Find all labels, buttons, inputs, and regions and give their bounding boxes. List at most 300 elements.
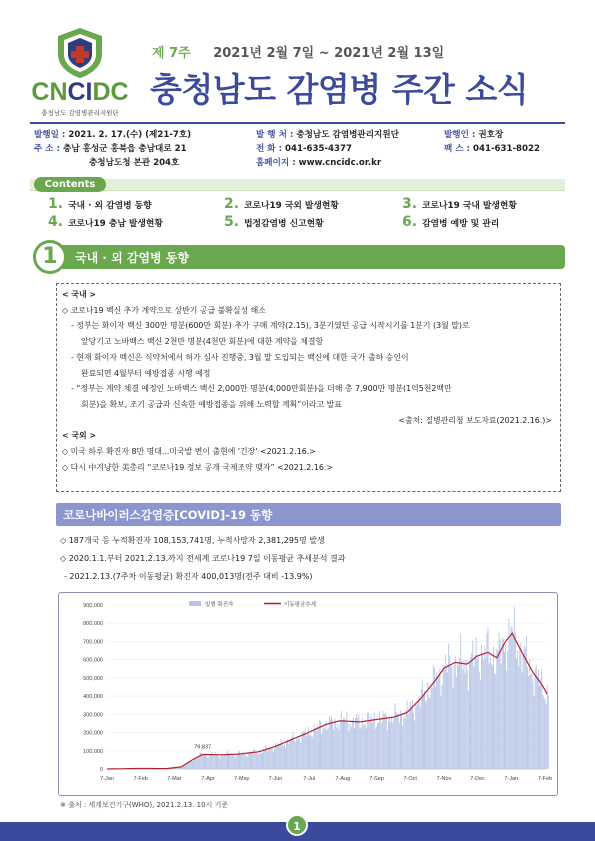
daily-bar — [457, 664, 458, 769]
daily-bar — [363, 726, 364, 769]
divider — [30, 122, 565, 124]
daily-bar — [252, 754, 253, 769]
daily-bar — [446, 666, 447, 769]
daily-bar — [418, 701, 419, 769]
y-tick-label: 900,000 — [83, 603, 103, 609]
daily-bar — [228, 754, 229, 769]
daily-bar — [261, 753, 262, 769]
daily-bar — [304, 732, 305, 769]
daily-bar — [340, 721, 341, 769]
daily-bar — [283, 746, 284, 769]
daily-bar — [501, 664, 502, 769]
daily-bar — [389, 717, 390, 769]
daily-bar — [420, 707, 421, 769]
daily-bar — [278, 744, 279, 769]
homepage-label: 홈페이지 : — [256, 158, 296, 168]
daily-bar — [292, 737, 293, 769]
daily-bar — [461, 661, 462, 769]
toc-item-1[interactable]: 1. 국내 · 외 감염병 동향 — [48, 196, 152, 212]
y-tick-label: 200,000 — [83, 730, 103, 737]
daily-bar — [364, 724, 365, 769]
daily-bar — [421, 689, 422, 769]
daily-bar — [482, 653, 483, 769]
daily-bar — [352, 720, 353, 769]
daily-bar — [353, 718, 354, 769]
daily-bar — [374, 713, 375, 769]
daily-bar — [199, 757, 200, 769]
news-box — [56, 283, 561, 492]
toc-item-4[interactable]: 4. 코로나19 충남 발생현황 — [48, 214, 163, 230]
daily-bar — [496, 649, 497, 769]
daily-bar — [347, 723, 348, 769]
daily-bar — [530, 675, 531, 769]
daily-bar — [399, 722, 400, 769]
daily-bar — [295, 742, 296, 769]
news-line: - 현재 화이자 백신은 식약처에서 허가 심사 진행중, 3월 말 도입되는 백신에 대한 국가 출하 승인이 — [71, 352, 409, 362]
daily-bar — [349, 731, 350, 769]
daily-bar — [396, 712, 397, 769]
daily-bar — [523, 654, 524, 769]
daily-bar — [485, 657, 486, 769]
daily-bar — [181, 767, 182, 769]
daily-bar — [436, 672, 437, 769]
daily-bar — [369, 720, 370, 769]
daily-bar — [488, 628, 489, 769]
overseas-item: ◇ 미국 하루 확진자 8만 명대...미국발 변이 출현에 '긴장' <2021.2.16.> — [62, 447, 316, 457]
domestic-heading: < 국내 > — [62, 290, 96, 299]
daily-bar — [539, 686, 540, 769]
daily-bar — [392, 723, 393, 769]
daily-bar — [545, 699, 546, 769]
publisher: 충청남도 감염병관리지원단 — [296, 130, 399, 140]
y-tick-label: 600,000 — [83, 657, 103, 664]
daily-bar — [426, 700, 427, 769]
daily-bar — [294, 740, 295, 769]
daily-bar — [400, 710, 401, 769]
daily-bar — [259, 754, 260, 769]
daily-bar — [303, 731, 304, 769]
daily-bar — [365, 725, 366, 769]
daily-bar — [207, 758, 208, 769]
daily-bar — [439, 668, 440, 769]
daily-bar — [190, 761, 191, 769]
daily-bar — [387, 730, 388, 769]
daily-bar — [522, 672, 523, 769]
daily-bar — [405, 710, 406, 769]
daily-bar — [460, 634, 461, 769]
issuer-label: 발행인 : — [444, 130, 476, 140]
daily-bar — [269, 747, 270, 769]
daily-bar — [326, 721, 327, 769]
fax-label: 팩 스 : — [444, 144, 471, 154]
daily-bar — [216, 754, 217, 769]
x-tick-label: 7-Nov — [436, 776, 452, 782]
daily-bar — [192, 761, 193, 769]
daily-bar — [258, 754, 259, 769]
daily-bar — [343, 718, 344, 769]
daily-bar — [322, 729, 323, 769]
daily-bar — [357, 718, 358, 769]
daily-bar — [328, 728, 329, 769]
daily-bar — [260, 750, 261, 769]
y-tick-label: 300,000 — [83, 712, 103, 719]
daily-bar — [535, 668, 536, 769]
legend-label: 일별 확진자 — [205, 602, 234, 608]
daily-bar — [378, 723, 379, 769]
daily-bar — [366, 728, 367, 769]
daily-bar — [547, 685, 548, 769]
daily-bar — [282, 743, 283, 769]
contents-bar — [30, 179, 565, 191]
daily-bar — [251, 751, 252, 769]
daily-bar — [520, 643, 521, 769]
daily-bar — [491, 663, 492, 769]
daily-bar — [301, 733, 302, 769]
daily-bar — [196, 758, 197, 769]
daily-bar — [240, 755, 241, 769]
daily-bar — [193, 761, 194, 769]
fax: 041-631-8022 — [473, 144, 540, 154]
daily-bar — [534, 696, 535, 769]
daily-bar — [266, 747, 267, 769]
x-tick-label: 7-Jul — [303, 776, 316, 782]
daily-bar — [234, 755, 235, 769]
daily-bar — [362, 718, 363, 769]
daily-bar — [262, 753, 263, 769]
daily-bar — [525, 648, 526, 769]
daily-bar — [370, 716, 371, 769]
daily-bar — [230, 755, 231, 769]
daily-bar — [416, 705, 417, 769]
daily-bar — [214, 756, 215, 769]
daily-bar — [444, 670, 445, 769]
daily-bar — [493, 647, 494, 769]
daily-bar — [411, 707, 412, 769]
daily-bar — [524, 646, 525, 769]
daily-bar — [546, 704, 547, 769]
daily-bar — [310, 735, 311, 769]
date-range: 2021년 2월 7일 ~ 2021년 2월 13일 — [213, 46, 445, 61]
daily-bar — [375, 729, 376, 769]
daily-bar — [477, 659, 478, 769]
daily-bar — [466, 659, 467, 769]
daily-bar — [337, 728, 338, 769]
daily-bar — [455, 656, 456, 769]
daily-bar — [314, 724, 315, 769]
daily-bar — [432, 689, 433, 769]
daily-bar — [391, 716, 392, 769]
daily-bar — [204, 755, 205, 769]
daily-bar — [376, 727, 377, 769]
daily-bar — [538, 669, 539, 769]
daily-bar — [272, 748, 273, 769]
daily-bar — [286, 741, 287, 769]
daily-bar — [298, 736, 299, 769]
daily-bar — [311, 736, 312, 769]
toc-item-5[interactable]: 5. 법정감염병 신고현황 — [224, 214, 324, 230]
daily-bar — [186, 764, 187, 769]
daily-bar — [195, 759, 196, 769]
daily-bar — [528, 676, 529, 769]
daily-bar — [209, 754, 210, 769]
y-tick-label: 500,000 — [83, 675, 103, 682]
daily-bar — [512, 628, 513, 769]
daily-bar — [505, 645, 506, 769]
daily-bar — [410, 702, 411, 769]
daily-bar — [320, 721, 321, 769]
daily-bar — [263, 749, 264, 769]
issuer: 권호장 — [478, 130, 504, 140]
y-tick-label: 700,000 — [83, 639, 103, 646]
daily-bar — [257, 753, 258, 769]
daily-bar — [430, 698, 431, 769]
x-tick-label: 7-May — [234, 776, 250, 782]
daily-bar — [515, 633, 516, 769]
daily-bar — [381, 723, 382, 769]
daily-bar — [373, 718, 374, 769]
daily-bar — [506, 671, 507, 769]
daily-bar — [332, 720, 333, 769]
daily-bar — [291, 738, 292, 769]
daily-bar — [409, 709, 410, 769]
daily-bar — [404, 718, 405, 769]
daily-bar — [229, 755, 230, 769]
daily-bar — [467, 669, 468, 769]
daily-bar — [510, 638, 511, 769]
x-tick-label: 7-Sep — [369, 776, 384, 782]
daily-bar — [397, 714, 398, 769]
daily-bar — [344, 718, 345, 769]
daily-bar — [309, 736, 310, 769]
daily-bar — [484, 646, 485, 769]
daily-bar — [504, 652, 505, 769]
daily-bar — [548, 696, 549, 769]
daily-bar — [296, 737, 297, 769]
daily-bar — [372, 723, 373, 769]
daily-bar — [494, 673, 495, 769]
y-tick-label: 800,000 — [83, 621, 103, 628]
daily-bar — [456, 677, 457, 769]
summary-bullet: - 2021.2.13.(7주차 이동평균) 확진자 400,013명(전주 대비 -13.9%) — [64, 572, 313, 581]
daily-bar — [285, 748, 286, 769]
section-2-title: 코로나바이러스감염증[COVID]-19 동향 — [63, 508, 273, 522]
daily-bar — [277, 742, 278, 769]
daily-bar — [355, 718, 356, 769]
daily-bar — [443, 665, 444, 769]
daily-bar — [431, 687, 432, 769]
section-1-number: 1 — [33, 240, 67, 274]
news-line: ◇ 코로나19 백신 추가 계약으로 상반기 공급 불확실성 해소 — [62, 305, 266, 315]
daily-bar — [297, 740, 298, 769]
page-title: 충청남도 감염병 주간 소식 — [150, 70, 529, 109]
toc-item-2[interactable]: 2. 코로나19 국외 발생현황 — [224, 196, 339, 212]
daily-bar — [483, 660, 484, 769]
overseas-heading: < 국외 > — [62, 431, 96, 441]
daily-bar — [318, 727, 319, 769]
daily-bar — [450, 666, 451, 769]
daily-bar — [462, 670, 463, 769]
homepage-link[interactable]: www.cncidc.or.kr — [298, 158, 382, 168]
x-tick-label: 7-Feb — [537, 776, 553, 782]
daily-bar — [497, 651, 498, 769]
daily-bar — [380, 718, 381, 769]
daily-bar — [317, 724, 318, 769]
news-line: 회분)을 확보, 조기 공급과 신속한 예방접종을 위해 노력할 계획”이라고 발표 — [81, 399, 342, 409]
x-tick-label: 7-Jun — [268, 776, 283, 782]
daily-bar — [305, 729, 306, 769]
shield-icon — [52, 26, 108, 80]
daily-bar — [342, 721, 343, 769]
daily-bar — [401, 714, 402, 769]
daily-bar — [220, 755, 221, 769]
daily-bar — [428, 698, 429, 769]
x-tick-label: 7-Oct — [403, 776, 417, 782]
daily-bar — [388, 721, 389, 769]
daily-bar — [197, 757, 198, 769]
daily-bar — [203, 754, 204, 769]
daily-bar — [514, 607, 515, 769]
daily-bar — [435, 687, 436, 769]
daily-bar — [479, 672, 480, 769]
daily-bar — [519, 648, 520, 769]
y-tick-label: 0 — [99, 767, 103, 773]
daily-bar — [219, 758, 220, 769]
daily-bar — [473, 666, 474, 769]
daily-bar — [527, 667, 528, 769]
week-label: 제 7주 — [152, 46, 191, 61]
daily-bar — [503, 639, 504, 769]
daily-bar — [356, 714, 357, 769]
daily-bar — [407, 700, 408, 769]
daily-bar — [468, 691, 469, 769]
daily-bar — [442, 685, 443, 769]
daily-bar — [211, 755, 212, 769]
x-tick-label: 7-Dec — [470, 776, 485, 782]
publisher-label: 발 행 처 : — [256, 130, 294, 140]
y-tick-label: 400,000 — [83, 694, 103, 701]
daily-bar — [217, 754, 218, 769]
daily-bar — [208, 756, 209, 769]
daily-bar — [427, 682, 428, 769]
daily-bar — [408, 714, 409, 769]
daily-bar — [248, 752, 249, 769]
daily-bar — [438, 675, 439, 769]
daily-bar — [339, 730, 340, 769]
daily-bar — [447, 673, 448, 769]
y-tick-label: 100,000 — [83, 748, 103, 755]
daily-bar — [531, 673, 532, 769]
daily-bar — [247, 757, 248, 769]
daily-bar — [537, 676, 538, 769]
daily-bar — [445, 655, 446, 769]
daily-bar — [206, 754, 207, 769]
page-number: 1 — [286, 814, 308, 836]
x-tick-label: 7-Feb — [133, 776, 148, 782]
daily-bar — [481, 645, 482, 769]
daily-bar — [275, 743, 276, 769]
daily-bar — [358, 715, 359, 769]
daily-bar — [526, 636, 527, 769]
daily-bar — [361, 728, 362, 769]
daily-bar — [246, 756, 247, 769]
daily-bar — [205, 754, 206, 769]
legend-label: 이동평균추세 — [284, 602, 316, 608]
daily-bar — [502, 637, 503, 769]
daily-bar — [459, 658, 460, 769]
daily-bar — [271, 749, 272, 769]
daily-bar — [413, 713, 414, 769]
daily-bar — [323, 728, 324, 769]
daily-bar — [242, 752, 243, 769]
logo-subtitle: 충청남도 감염병관리지원단 — [41, 109, 119, 117]
x-tick-label: 7-Mar — [167, 776, 182, 782]
daily-bar — [232, 753, 233, 769]
daily-bar — [226, 754, 227, 769]
daily-bar — [423, 694, 424, 769]
daily-bar — [398, 715, 399, 769]
daily-bar — [227, 751, 228, 769]
issue-line — [152, 42, 572, 61]
daily-bar — [386, 715, 387, 769]
daily-bar — [434, 668, 435, 769]
daily-bar — [236, 754, 237, 769]
daily-bar — [335, 721, 336, 769]
daily-bar — [223, 756, 224, 769]
daily-bar — [437, 676, 438, 769]
daily-bar — [321, 734, 322, 769]
daily-bar — [324, 728, 325, 769]
daily-bar — [268, 751, 269, 769]
daily-bar — [289, 739, 290, 769]
daily-bar — [276, 745, 277, 769]
daily-bar — [338, 724, 339, 769]
daily-bar — [250, 753, 251, 769]
toc-item-3[interactable]: 3. 코로나19 국내 발생현황 — [402, 196, 517, 212]
overseas-item: ◇ 다시 中겨냥한 美총리 “코로나19 정보 공개 국제조약 맺자” <2021.2.16.> — [62, 462, 333, 472]
daily-bar — [350, 724, 351, 769]
daily-bar — [359, 727, 360, 769]
covid-trend-chart — [58, 592, 558, 796]
daily-bar — [529, 659, 530, 769]
daily-bar — [202, 755, 203, 769]
daily-bar — [351, 727, 352, 769]
daily-bar — [238, 752, 239, 769]
daily-bar — [235, 758, 236, 769]
daily-bar — [517, 651, 518, 769]
daily-bar — [224, 754, 225, 769]
toc-item-6[interactable]: 6. 감염병 예방 및 관리 — [402, 214, 500, 230]
daily-bar — [403, 717, 404, 769]
daily-bar — [330, 719, 331, 769]
daily-bar — [424, 691, 425, 769]
daily-bar — [395, 703, 396, 769]
daily-bar — [243, 754, 244, 769]
daily-bar — [492, 666, 493, 769]
daily-bar — [327, 730, 328, 769]
daily-bar — [543, 697, 544, 769]
daily-bar — [508, 619, 509, 769]
daily-bar — [516, 659, 517, 769]
daily-bar — [273, 753, 274, 769]
logo — [30, 26, 130, 122]
daily-bar — [222, 754, 223, 769]
chart-source: ※ 출처 : 세계보건기구(WHO), 2021.2.13. 10시 기준 — [60, 801, 229, 809]
daily-bar — [280, 745, 281, 769]
x-tick-label: 7-Apr — [201, 776, 215, 782]
section-1-title: 국내 · 외 감염병 동향 — [75, 251, 190, 265]
news-source: <출처: 질병관리청 보도자료(2021.2.16.)> — [398, 415, 552, 425]
daily-bar — [384, 714, 385, 769]
